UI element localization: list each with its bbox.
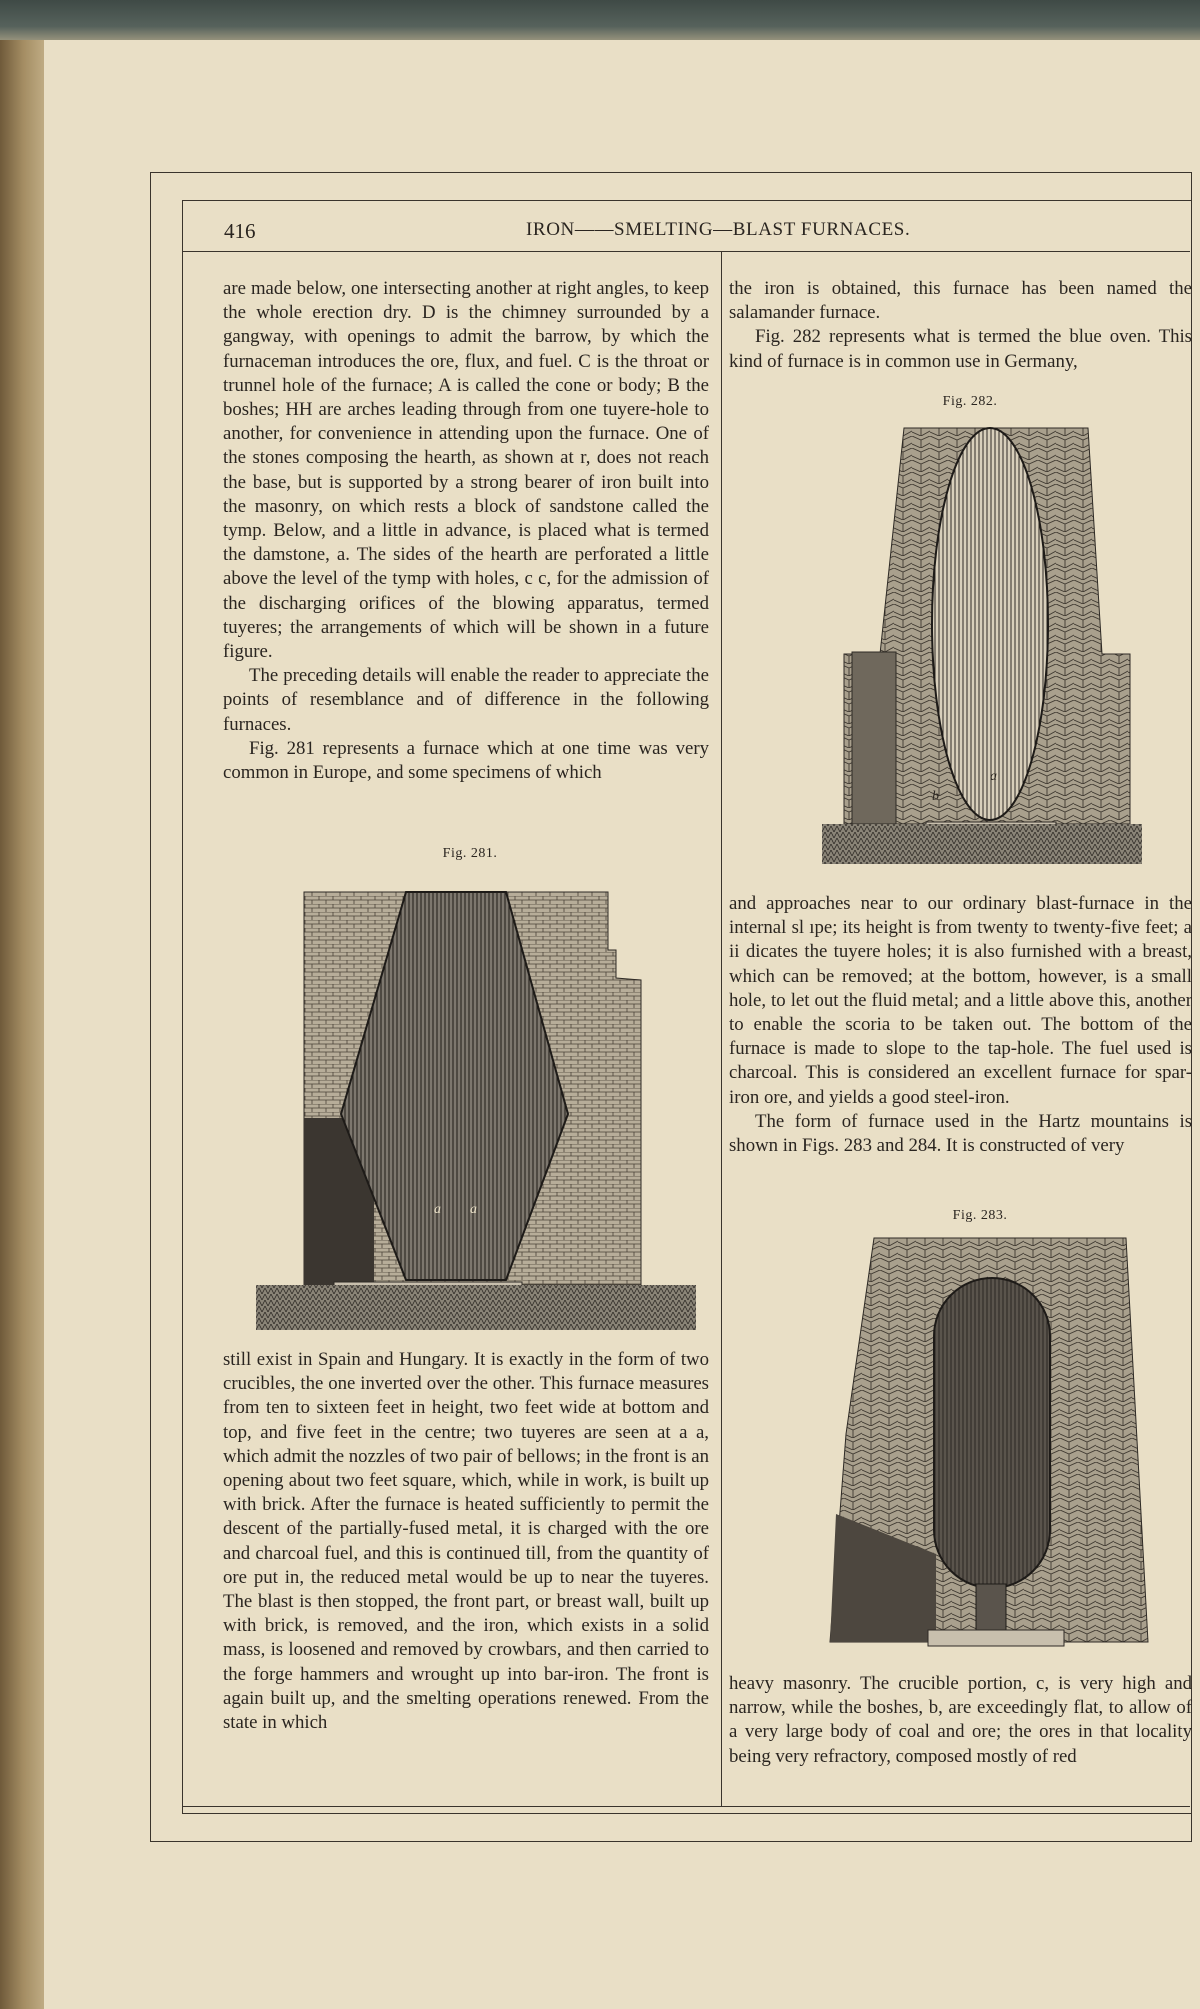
page-number: 416: [224, 219, 256, 243]
right-column-top: [729, 277, 1192, 374]
left-column-top: [223, 277, 709, 785]
left-paragraph-salamander: still exist in Spain and Hungary. It is exactly in the form of two crucibles, the one inverted over the other. This furnace measures from ten to sixteen feet in height, two feet wide at bottom and top, and five feet in the centre; two tuyeres are seen at a a, which admit the nozzles of two pair of bellows; in the front is an opening about two feet square, which, while in work, is built up with brick. After the furnace is heated sufficiently to permit the descent of the partially-fused metal, it is charged with the ore and charcoal fuel, and this is continued till, from the quantity of ore put in, the reduced metal would be up to near the tuyeres. The blast is then stopped, the front part, or breast wall, built up with brick, is removed, and the iron, which exists in a solid mass, is loosened and removed by crowbars, and then carried to the forge hammers and wrought up into bar-iron. The front is again built up, and the smelting operations renewed. From the state in which: [223, 1349, 709, 1734]
right-column-bottom: [729, 1672, 1192, 1769]
right-paragraph-fig282: Fig. 282 represents what is termed the blue oven. This kind of furnace is in common use in Germany,: [729, 326, 1192, 372]
right-paragraph-hartz-continued: heavy masonry. The crucible portion, c, is very high and narrow, while the boshes, b, are exceedingly flat, to allow of a very large body of coal and ore; the ores in that locality being very refractory, composed mostly of red: [729, 1673, 1192, 1767]
fig283-caption: Fig. 283.: [952, 1208, 1008, 1223]
right-paragraph-blue-oven: and approaches near to our ordinary blast-furnace in the internal sl ıpe; its height is from twenty to twenty-five feet; a ii dicates the tuyere holes; it is also furnished with a breast, which can be removed; at the bottom, however, is a small hole, to let out the fluid metal; and a little above this, another to enable the scoria to be taken out. The bottom of the furnace is made to slope to the tap-hole. The fuel used is charcoal. This is considered an excellent furnace for spar-iron ore, and yields a good steel-iron.: [729, 893, 1192, 1108]
fig283-illustration: [826, 1234, 1166, 1664]
header-rule: [182, 251, 1190, 252]
column-divider: [721, 252, 722, 1806]
page-frame-bottom-rule: [182, 1806, 1190, 1807]
right-paragraph-hartz: The form of furnace used in the Hartz mountains is shown in Figs. 283 and 284. It is constructed of very: [729, 1110, 1192, 1157]
fig282-illustration: [822, 424, 1142, 874]
left-paragraph-fig281: Fig. 281 represents a furnace which at one time was very common in Europe, and some specimens of which: [223, 737, 709, 784]
right-column-middle: [729, 892, 1192, 1158]
fig282-label-b: b: [932, 789, 939, 804]
right-paragraph-intro: the iron is obtained, this furnace has been named the salamander furnace.: [729, 278, 1192, 324]
fig281-illustration: [256, 880, 696, 1330]
fig281-label-a1: a: [434, 1202, 441, 1217]
left-paragraph-intro: are made below, one intersecting another at right angles, to keep the whole erection dry. D is the chimney surrounded by a gangway, with openings to admit the barrow, by which the furnaceman introduces the ore, flux, and fuel. C is the throat or trunnel hole of the furnace; A is called the cone or body; B the boshes; HH are arches leading through from one tuyere-hole to another, for convenience in attending upon the furnace. One of the stones composing the hearth, as shown at r, does not reach the base, but is supported by a strong bearer of iron built into the masonry, on which rests a block of sandstone called the tymp. Below, and a little in advance, is placed what is termed the damstone, a. The sides of the hearth are perforated a little above the level of the tymp with holes, c c, for the admission of the discharging orifices of the blowing apparatus, termed tuyeres; the arrangements of which will be shown in a future figure.: [223, 278, 709, 663]
fig282-caption: Fig. 282.: [942, 394, 998, 409]
left-column-bottom: [223, 1348, 709, 1735]
fig282-label-a: a: [990, 769, 997, 784]
fig281-caption: Fig. 281.: [442, 846, 498, 861]
running-head: IRON——SMELTING—BLAST FURNACES.: [526, 219, 911, 240]
left-paragraph-preceding: The preceding details will enable the reader to appreciate the points of resemblance and of difference in the following furnaces.: [223, 665, 709, 735]
fig281-label-a2: a: [470, 1202, 477, 1217]
